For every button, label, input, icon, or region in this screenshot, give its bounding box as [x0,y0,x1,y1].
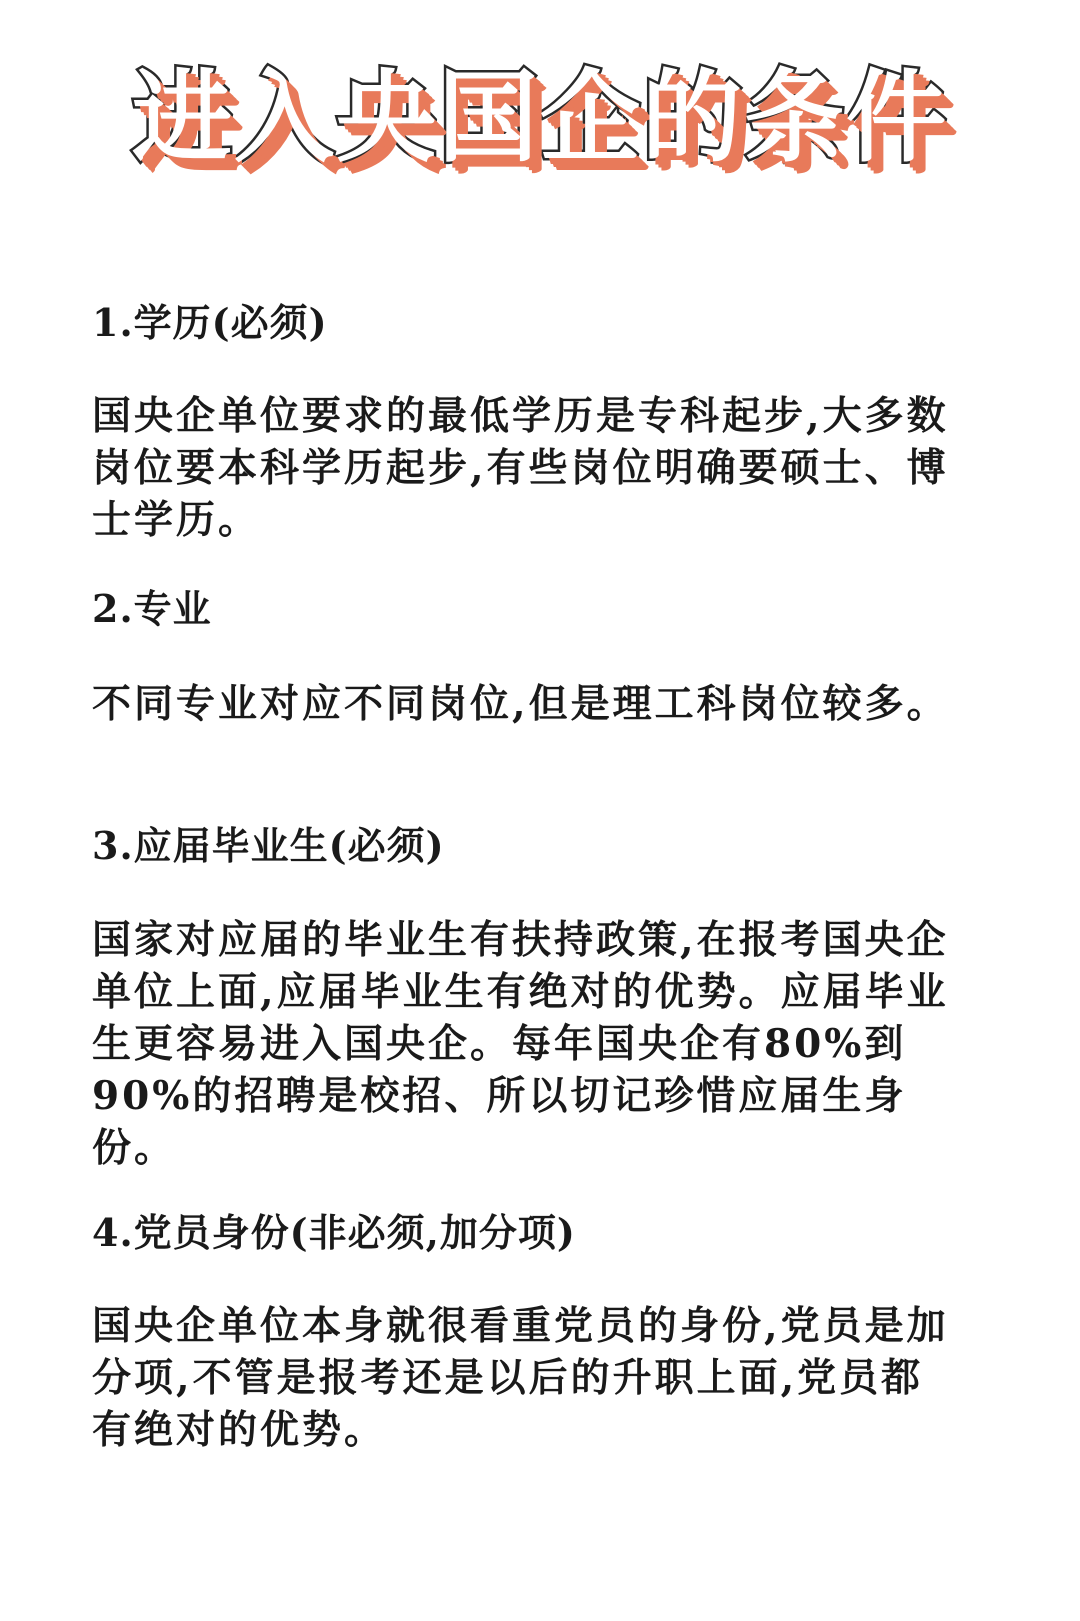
section-body-party-member: 国央企单位本身就很看重党员的身份,党员是加分项,不管是报考还是以后的升职上面,党员都有绝对的优势。 [92,1303,949,1453]
page-title: 进入央国企的条件 [132,59,948,176]
section-heading-party-member: 4.党员身份(非必须,加分项) [92,1210,576,1255]
section-body-education: 国央企单位要求的最低学历是专科起步,大多数岗位要本科学历起步,有些岗位明确要硕士、博士学历。 [92,393,949,543]
section-body-graduate: 国家对应届的毕业生有扶持政策,在报考国央企单位上面,应届毕业生有绝对的优势。应届毕业生更容易进入国央企。每年国央企有80%到90%的招聘是校招、所以切记珍惜应届生身份。 [92,917,949,1171]
section-heading-major: 2.专业 [92,586,212,631]
section-heading-education: 1.学历(必须) [92,300,328,345]
section-body-major: 不同专业对应不同岗位,但是理工科岗位较多。 [92,681,949,727]
section-heading-graduate: 3.应届毕业生(必须) [92,823,445,868]
